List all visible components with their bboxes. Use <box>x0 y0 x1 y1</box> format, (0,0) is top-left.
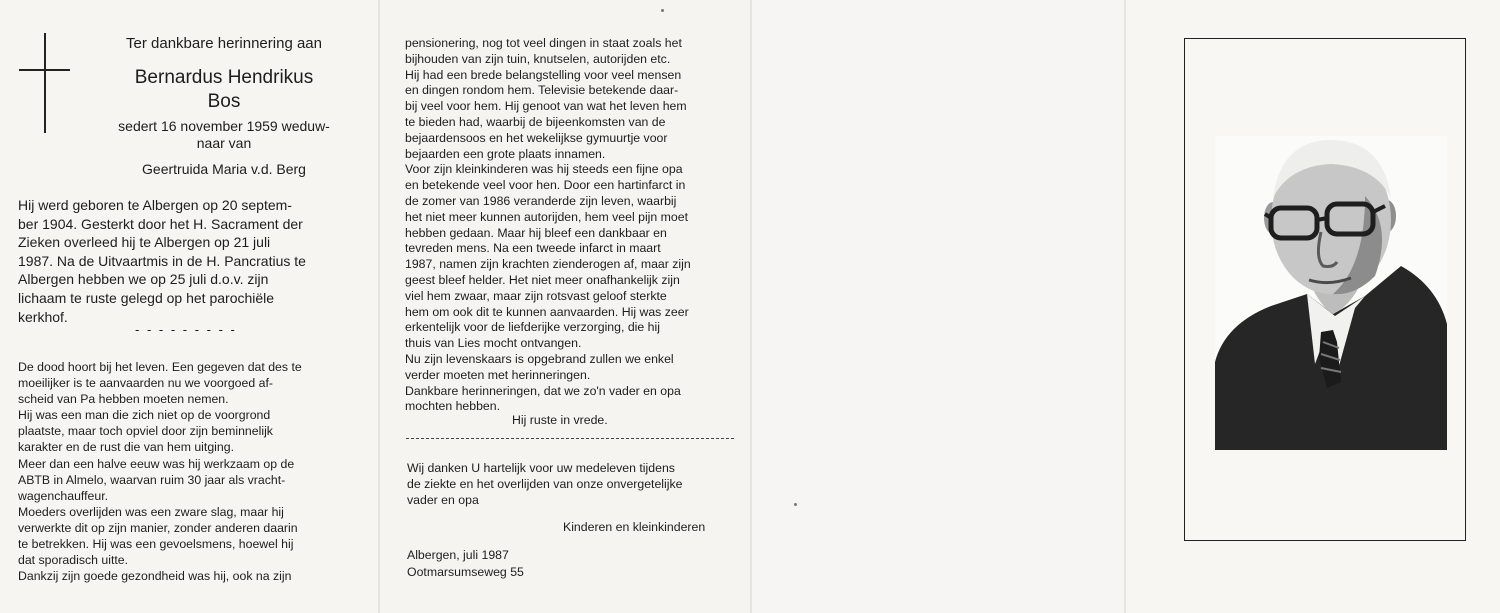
text-line: De dood hoort bij het leven. Een gegeven dat des te <box>18 360 302 374</box>
text-line: thuis van Lies mocht ontvangen. <box>405 336 582 351</box>
text-line: Zieken overleed hij te Albergen op 21 juli <box>18 234 271 251</box>
text-line: mochten hebben. <box>405 399 501 414</box>
rest-in-peace-text: Hij ruste in vrede. <box>512 413 608 427</box>
text-line: karakter en de rust die van hem uitging. <box>18 440 235 455</box>
paper-speck <box>661 9 664 12</box>
text-line: verder moeten met herinneringen. <box>405 367 591 382</box>
text-line: Albergen hebben we op 25 juli d.o.v. zijn <box>18 271 269 288</box>
dashed-separator <box>406 438 734 439</box>
thanks-paragraph <box>407 461 683 508</box>
text-line: bijhouden van zijn tuin, knutselen, autorijden etc. <box>405 51 671 66</box>
text-line: vader en opa <box>407 492 479 507</box>
deceased-name-line1: Bernardus Hendrikus <box>134 67 314 88</box>
text-line: plaatste, maar toch opviel door zijn beminnelijk <box>18 424 273 439</box>
text-line: Moeders overlijden was een zware slag, maar hij <box>18 504 284 519</box>
family-signature: Kinderen en kleinkinderen <box>563 520 706 534</box>
widower-line2: naar van <box>196 135 252 151</box>
text-line: de ziekte en het overlijden van onze onvergetelijke <box>407 476 683 491</box>
deceased-name-line2: Bos <box>207 91 241 112</box>
dashed-separator: - - - - - - - - - <box>135 322 237 337</box>
text-line: bejaarden een grote plaats innamen. <box>405 146 606 161</box>
text-line: pensionering, nog tot veel dingen in staat zoals het <box>405 36 682 50</box>
text-line: Meer dan een halve eeuw was hij werkzaam op de <box>18 456 295 471</box>
text-line: Hij werd geboren te Albergen op 20 septem- <box>18 197 292 213</box>
text-line: verwerkte dit op zijn manier, zonder anderen daarin <box>18 520 298 535</box>
text-line: scheid van Pa hebben moeten nemen. <box>18 392 229 407</box>
text-line: moeilijker is te aanvaarden nu we voorgoed af- <box>18 376 273 391</box>
text-line: te betrekken. Hij was een gevoelsmens, hoewel hij <box>18 537 294 552</box>
text-line: Voor zijn kleinkinderen was hij steeds een fijne opa <box>405 162 683 177</box>
text-line: ABTB in Almelo, waarvan ruim 30 jaar als vracht- <box>18 472 286 487</box>
text-line: Nu zijn levenskaars is opgebrand zullen we enkel <box>405 351 674 366</box>
text-line: kerkhof. <box>18 308 68 325</box>
text-line: hem om ook dit te kunnen aanvaarden. Hij was zeer <box>405 304 689 319</box>
text-line: tevreden mens. Na een tweede infarct in maart <box>405 241 661 256</box>
text-line: Wij danken U hartelijk voor uw medeleven tijdens <box>407 461 675 475</box>
text-line: het niet meer kunnen autorijden, hem veel pijn moet <box>405 209 688 224</box>
paper-speck <box>794 503 797 506</box>
life-paragraph <box>18 359 302 584</box>
spouse-name: Geertruida Maria v.d. Berg <box>142 161 306 177</box>
text-line: erkentelijk voor de liefderijke verzorging, die hij <box>405 320 660 335</box>
text-line: bejaardensoos en het wekelijkse gymuurtje voor <box>405 130 668 145</box>
card-panel-blank <box>752 0 1124 613</box>
birth-paragraph <box>18 196 306 326</box>
text-line: bij veel voor hem. Hij genoot van wat het leven hem <box>405 99 687 114</box>
text-line: Hij was een man die zich niet op de voorgrond <box>18 408 271 423</box>
text-line: viel hem zwaar, maar zijn rotsvast geloof sterkte <box>405 288 667 303</box>
text-line: Dankzij zijn goede gezondheid was hij, ook na zijn <box>18 569 292 584</box>
text-line: hebben gedaan. Maar hij bleef een dankbaar en <box>405 225 667 240</box>
text-line: ber 1904. Gesterkt door het H. Sacrament der <box>18 215 303 232</box>
text-line: geest bleef helder. Het niet meer onafhankelijk zijn <box>405 272 680 287</box>
dedication-text: Ter dankbare herinnering aan <box>126 35 322 52</box>
text-line: Dankbare herinneringen, dat we zo'n vader en opa <box>405 383 681 398</box>
place-date: Albergen, juli 1987 <box>407 548 509 562</box>
text-line: en dingen rondom hem. Televisie betekende daar- <box>405 83 679 98</box>
text-line: wagenchauffeur. <box>18 488 109 503</box>
text-line: dat sporadisch uitte. <box>18 553 129 568</box>
address: Ootmarsumseweg 55 <box>407 565 524 579</box>
text-line: 1987, namen zijn krachten zienderogen af, maar zijn <box>405 257 691 272</box>
text-line: en betekende veel voor hen. Door een hartinfarct in <box>405 178 686 193</box>
text-line: 1987. Na de Uitvaartmis in de H. Pancratius te <box>18 252 306 269</box>
portrait-photo <box>1215 136 1447 450</box>
life-paragraph-continued <box>405 36 691 415</box>
text-line: lichaam te ruste gelegd op het parochiële <box>18 289 275 306</box>
portrait-illustration <box>1215 136 1447 450</box>
widower-line1: sedert 16 november 1959 weduw- <box>118 118 330 134</box>
text-line: Hij had een brede belangstelling voor veel mensen <box>405 67 682 82</box>
text-line: te bieden had, waarbij de bijeenkomsten van de <box>405 114 666 129</box>
text-line: de zomer van 1986 veranderde zijn leven, waarbij <box>405 193 677 208</box>
